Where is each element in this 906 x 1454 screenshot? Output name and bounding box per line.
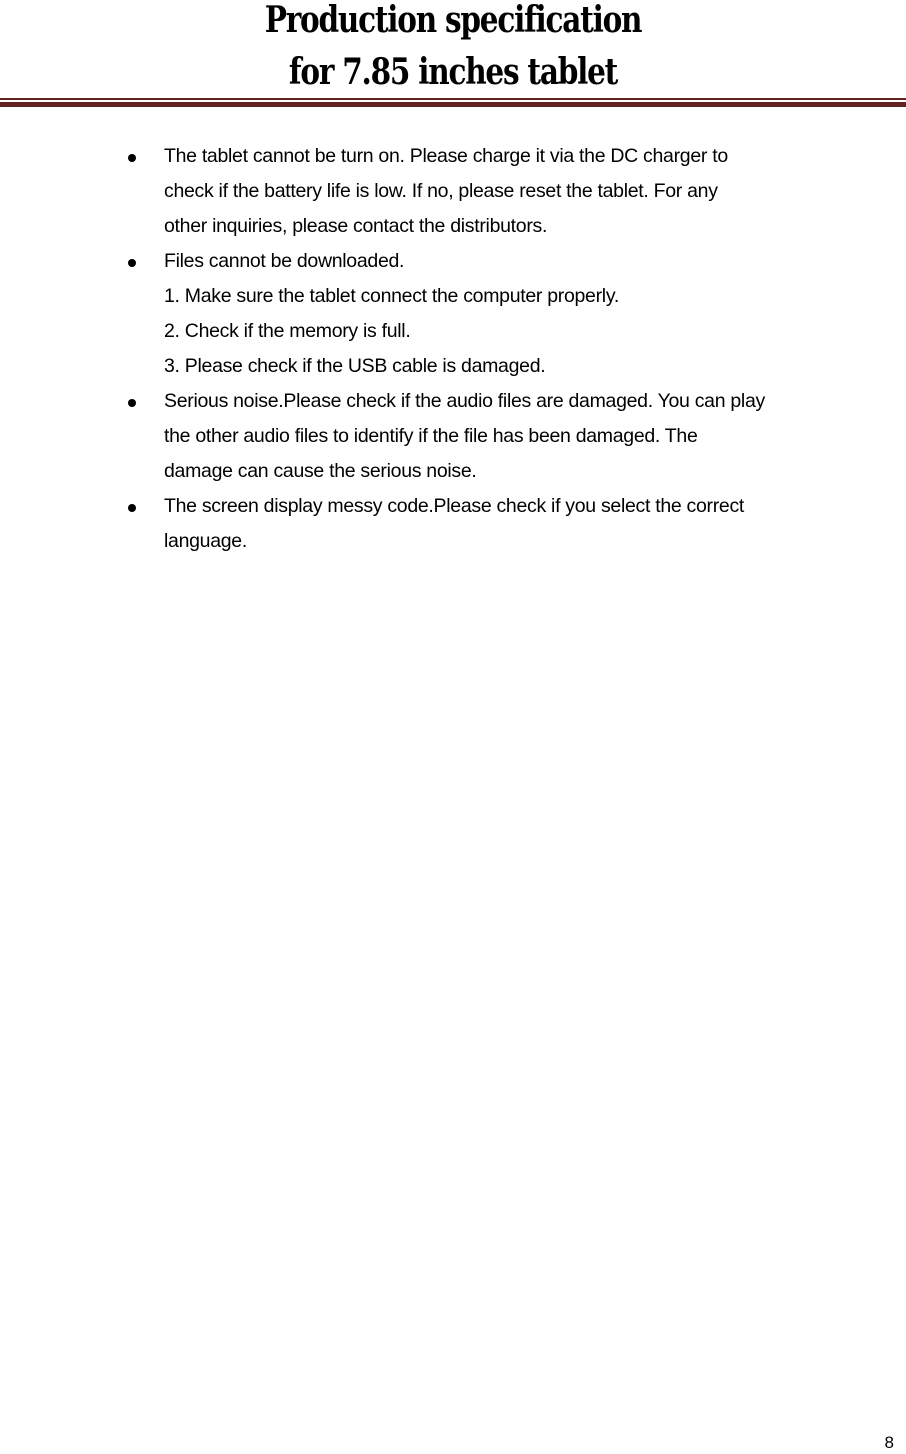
text-line: language. bbox=[164, 530, 247, 552]
page-number: 8 bbox=[884, 1433, 894, 1452]
header-rule-thick bbox=[0, 102, 906, 107]
list-item-noise bbox=[128, 384, 898, 489]
list-item-power bbox=[128, 139, 898, 244]
text-line: check if the battery life is low. If no, please reset the tablet. For any bbox=[164, 180, 718, 202]
text-line: 2. Check if the memory is full. bbox=[164, 320, 411, 342]
header-rule-thin bbox=[0, 98, 906, 100]
document-title-line-1: Production specification bbox=[264, 0, 642, 41]
list-item-display bbox=[128, 489, 898, 559]
text-line: The screen display messy code.Please check if you select the correct bbox=[164, 495, 745, 517]
list-item-download bbox=[128, 244, 898, 384]
text-line: The tablet cannot be turn on. Please charge it via the DC charger to bbox=[164, 145, 728, 167]
bullet-icon bbox=[128, 399, 136, 407]
text-line: Files cannot be downloaded. bbox=[164, 250, 405, 272]
text-line: other inquiries, please contact the distributors. bbox=[164, 215, 548, 237]
text-line: damage can cause the serious noise. bbox=[164, 460, 477, 482]
troubleshooting-list bbox=[128, 139, 898, 559]
text-line: 3. Please check if the USB cable is damaged. bbox=[164, 355, 546, 377]
bullet-icon bbox=[128, 154, 136, 162]
text-line: the other audio files to identify if the file has been damaged. The bbox=[164, 425, 698, 447]
text-line: Serious noise.Please check if the audio files are damaged. You can play bbox=[164, 390, 765, 412]
document-title-line-2: for 7.85 inches tablet bbox=[288, 51, 618, 93]
text-line: 1. Make sure the tablet connect the computer properly. bbox=[164, 285, 619, 307]
bullet-icon bbox=[128, 504, 136, 512]
bullet-icon bbox=[128, 259, 136, 267]
